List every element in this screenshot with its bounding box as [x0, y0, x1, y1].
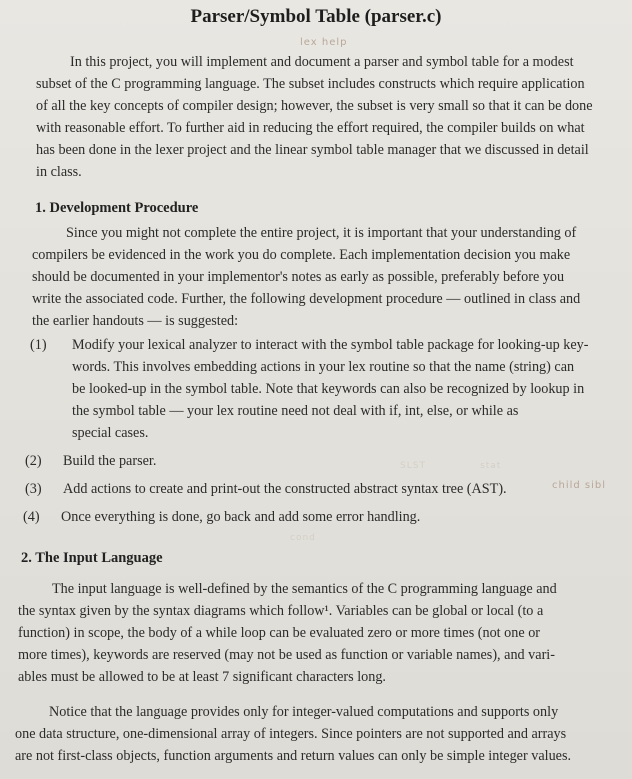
development-line: write the associated code. Further, the following development procedure — outlined in class and — [32, 291, 581, 307]
step-text: Once everything is done, go back and add some error handling. — [61, 509, 421, 525]
input-language-line: Notice that the language provides only for integer-valued computations and supports only — [49, 704, 559, 720]
input-language-line: one data structure, one-dimensional array of integers. Since pointers are not supported and arrays — [15, 726, 567, 742]
development-line: Since you might not complete the entire project, it is important that your understanding of — [66, 225, 577, 241]
step-text: Build the parser. — [63, 453, 157, 469]
procedure-step-1 — [30, 334, 620, 444]
intro-line: In this project, you will implement and document a parser and symbol table for a modest — [70, 54, 574, 70]
input-language-line: ables must be allowed to be at least 7 significant characters long. — [18, 669, 386, 685]
input-language-line: The input language is well-defined by the semantics of the C programming language and — [52, 581, 557, 597]
development-line: should be documented in your implementor's notes as early as possible, preferably before you — [32, 269, 565, 285]
procedure-step-2 — [25, 450, 615, 472]
development-line: compilers be evidenced in the work you do complete. Each implementation decision you make — [32, 247, 571, 263]
input-language-line: more times), keywords are reserved (may not be used as function or variable names), and vari- — [18, 647, 555, 663]
intro-paragraph — [36, 51, 606, 183]
input-language-line: are not first-class objects, function arguments and return values can only be simple integer values. — [15, 748, 572, 764]
step-body — [72, 334, 589, 444]
faint-mark: stat — [480, 461, 502, 471]
intro-line: subset of the C programming language. The subset includes constructs which require application — [36, 76, 585, 92]
step-text: Add actions to create and print-out the constructed abstract syntax tree (AST). — [63, 481, 507, 497]
handwritten-note-side: child sibl — [552, 480, 607, 491]
step-number: (2) — [25, 453, 42, 469]
input-language-line: function) in scope, the body of a while loop can be evaluated zero or more times (not one or — [18, 625, 541, 641]
development-line: the earlier handouts — is suggested: — [32, 313, 239, 329]
step-line: words. This involves embedding actions in your lex routine so that the name (string) can — [72, 359, 575, 375]
procedure-step-4 — [23, 506, 613, 528]
faint-mark: SLST — [400, 461, 426, 471]
step-line: the symbol table — your lex routine need not deal with if, int, else, or while as — [72, 403, 519, 419]
development-paragraph — [32, 222, 612, 332]
handwritten-note-top: lex help — [300, 37, 348, 48]
step-number: (3) — [25, 481, 42, 497]
faint-mark: cond — [290, 533, 316, 543]
step-line: be looked-up in the symbol table. Note that keywords can also be recognized by lookup in — [72, 381, 585, 397]
step-line: Modify your lexical analyzer to interact with the symbol table package for looking-up key- — [72, 337, 589, 353]
page-title: Parser/Symbol Table (parser.c) — [190, 6, 442, 27]
intro-line: has been done in the lexer project and the linear symbol table manager that we discussed in detail — [36, 142, 589, 158]
section-heading-input-language: 2. The Input Language — [21, 550, 163, 566]
section-heading-development: 1. Development Procedure — [35, 200, 199, 216]
step-number: (1) — [30, 337, 47, 353]
step-line: special cases. — [72, 425, 149, 441]
intro-line: of all the key concepts of compiler design; however, the subset is very small so that it can be done — [36, 98, 593, 114]
input-language-paragraph-2 — [15, 701, 625, 767]
input-language-line: the syntax given by the syntax diagrams which follow¹. Variables can be global or local (to a — [18, 603, 544, 619]
input-language-paragraph-1 — [18, 578, 618, 688]
step-number: (4) — [23, 509, 40, 525]
procedure-step-3 — [25, 478, 545, 500]
intro-line: with reasonable effort. To further aid in reducing the effort required, the compiler builds on what — [36, 120, 585, 136]
intro-line: in class. — [36, 164, 82, 180]
